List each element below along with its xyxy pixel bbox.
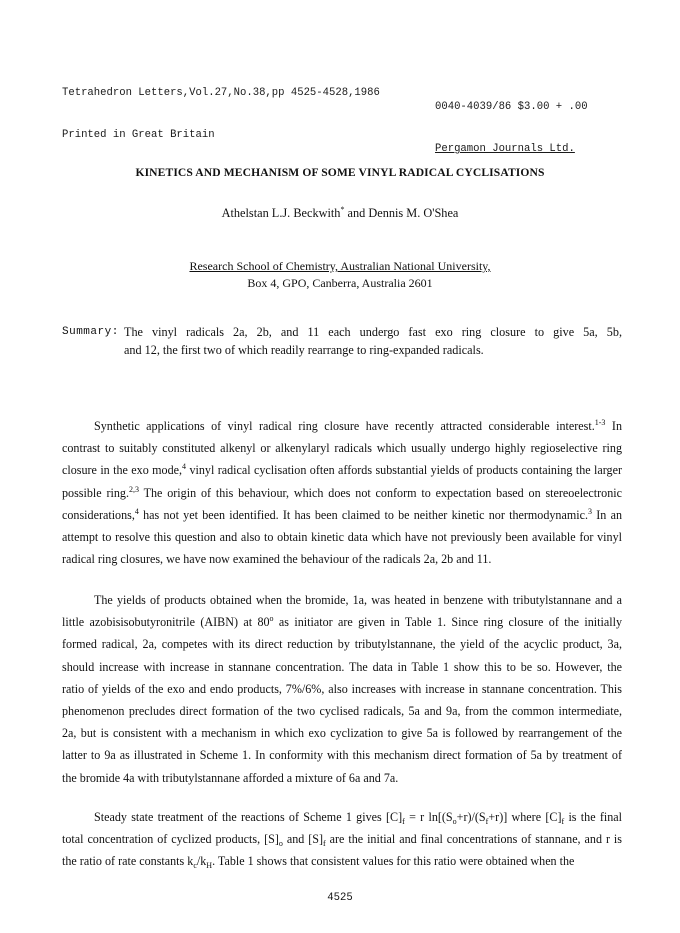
paragraph-3 [62,806,622,873]
text-line: possible ring.$^{2,3}$ The origin of this behaviour, which does not conform to expectation based on stereoelectronic [62,484,622,500]
author-2: and Dennis M. O'Shea [344,206,459,221]
text-line: phenomenon precludes direct formation of the two cyclised radicals, 5a and 9a, from the common intermediate, [62,703,622,718]
text-line: little azobisisobutyronitrile (AIBN) at 80$^o$ as initiator are given in Table 1. Since ring closure of the initially [62,614,622,630]
text-line: contrast to suitably constituted alkenyl or alkenylaryl radicals which usually undergo highly regioselective ring [62,441,622,456]
paragraph-1 [62,415,622,570]
text-line: Synthetic applications of vinyl radical ring closure have recently attracted considerable interest.$^{1-3}$ In [94,418,622,433]
text-line: should increase with increase in stannane concentration. The data in Table 1 show this to be so. However, the [62,659,622,674]
author-1: Athelstan L.J. Beckwith [221,206,341,221]
text-line: formed radical, 2a, competes with its direct reduction by tributylstannane, the yield of the acyclic product, 3a, [62,637,622,652]
author-line [0,205,680,221]
price-code: 0040-4039/86 $3.00 + .00 [435,101,588,113]
text-line: closure in the exo mode,$^4$ vinyl radical cyclisation often affords substantial yields of products containing the larger [62,462,622,478]
text-line: The yields of products obtained when the bromide, 1a, was heated in benzene with tributylstannane and a [94,593,622,607]
text-line: 2a, but is consistent with a mechanism in which exo cyclization to give 5a is followed by rearrangement of the [62,726,622,741]
text-line: ratio of yields of the exo and endo products, 7%/6%, also increases with increase in stannane concentration. This [62,681,622,696]
printed-in: Printed in Great Britain [62,129,215,141]
citation-line: Tetrahedron Letters,Vol.27,No.38,pp 4525-4528,1986 [62,87,380,99]
text-line: the ratio of rate constants $k_c/k_H$. Table 1 shows that consistent values for this ratio were obtained when the [62,854,575,871]
text-line: Steady state treatment of the reactions of Scheme 1 gives $[C]_f = r$ $\ln[(S_o+r)/(S_f+r)]$ where $[C]_f$ is the final [94,810,622,826]
journal-header [62,44,588,156]
summary-label: Summary: [62,326,119,338]
text-line: total concentration of cyclized products, $[S]_o$ and $[S]_f$ are the initial and final concentrations of stannane, and r is [62,832,622,849]
corresponding-mark: * [340,205,345,214]
affiliation-line-2: Box 4, GPO, Canberra, Australia 2601 [247,276,433,290]
text-line: latter to 9a as illustrated in Scheme 1. In conformity with this mechanism direct formation of 5a by treatment of [62,748,622,763]
text-line: radical ring closures, we have now examined the behaviour of the radicals 2a, 2b and 11. [62,552,492,567]
paragraph-2 [62,589,622,789]
text-line: attempt to resolve this question and also to obtain kinetic data which have not previously been available for vinyl [62,529,622,544]
publisher: Pergamon Journals Ltd. [435,143,575,155]
summary-block [62,324,622,359]
summary-line-1: The vinyl radicals 2a, 2b, and 11 each undergo fast exo ring closure to give 5a, 5b, [124,325,622,339]
text-line: considerations,$^4$ has not yet been identified. It has been claimed to be neither kinetic nor thermodynamic.$^3$ In an [62,506,622,522]
affiliation-line-1: Research School of Chemistry, Australian National University, [189,259,491,273]
page-number: 4525 [327,892,353,904]
text-line: the bromide 4a with tributylstannane afforded a mixture of 6a and 7a. [62,770,399,785]
paper-title: KINETICS AND MECHANISM OF SOME VINYL RADICAL CYCLISATIONS [135,166,545,179]
summary-line-2: and 12, the first two of which readily rearrange to ring-expanded radicals. [124,342,484,357]
